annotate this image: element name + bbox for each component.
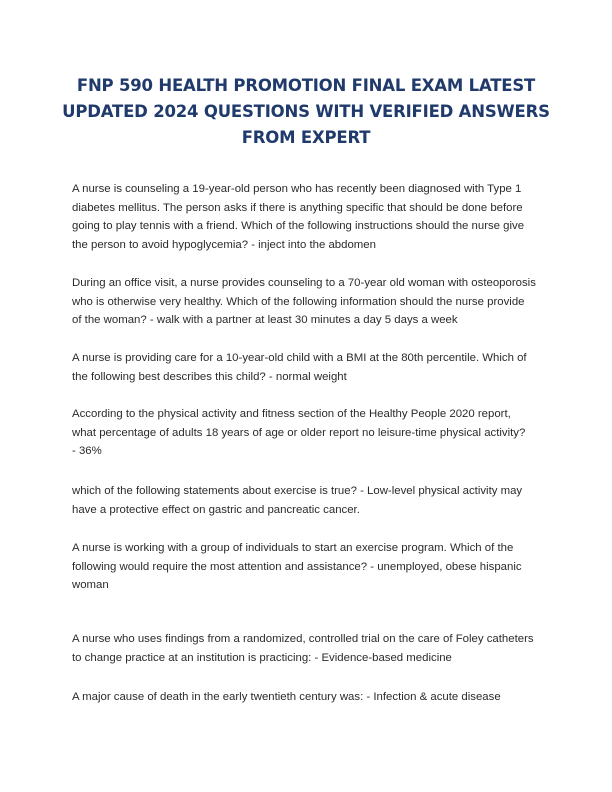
qa-item-4 — [72, 405, 542, 461]
qa-line: which of the following statements about exercise is true? - Low-level physical activity may — [72, 485, 523, 497]
qa-line: of the woman? - walk with a partner at least 30 minutes a day 5 days a week — [72, 314, 458, 327]
qa-line: who is otherwise very healthy. Which of the following information should the nurse provide — [72, 295, 525, 308]
qa-line: A nurse who uses findings from a randomized, controlled trial on the care of Foley catheters — [72, 633, 534, 645]
qa-line: going to play tennis with a friend. Which of the following instructions should the nurse give — [72, 220, 525, 233]
qa-line: have a protective effect on gastric and pancreatic cancer. — [72, 503, 360, 516]
qa-line: the person to avoid hypoglycemia? - inject into the abdomen — [72, 238, 376, 251]
qa-line: According to the physical activity and fitness section of the Healthy People 2020 report, — [72, 408, 511, 420]
qa-line: - 36% — [72, 445, 102, 458]
qa-line: A major cause of death in the early twentieth century was: - Infection & acute disease — [72, 691, 501, 703]
qa-item-5 — [72, 482, 542, 519]
qa-line: A nurse is providing care for a 10-year-old child with a BMI at the 80th percentile. Which of — [72, 352, 527, 364]
qa-line: to change practice at an institution is practicing: - Evidence-based medicine — [72, 651, 452, 664]
title-line: UPDATED 2024 QUESTIONS WITH VERIFIED ANSWERS — [62, 102, 550, 121]
qa-line: diabetes mellitus. The person asks if there is anything specific that should be done before — [72, 201, 523, 214]
qa-item-3 — [72, 349, 542, 386]
qa-item-8 — [72, 688, 542, 707]
qa-line: woman — [72, 579, 109, 592]
qa-line: A nurse is counseling a 19-year-old person who has recently been diagnosed with Type 1 — [72, 183, 522, 195]
title-line: FROM EXPERT — [241, 128, 371, 147]
qa-line: the following best describes this child? - normal weight — [72, 370, 347, 383]
qa-item-6 — [72, 539, 542, 595]
qa-line: what percentage of adults 18 years of age or older report no leisure-time physical activity? — [72, 426, 526, 439]
title-line: FNP 590 HEALTH PROMOTION FINAL EXAM LATEST — [76, 76, 536, 95]
qa-item-7 — [72, 630, 542, 667]
document-title — [60, 73, 552, 151]
qa-line: During an office visit, a nurse provides counseling to a 70-year old woman with osteoporosis — [72, 277, 536, 289]
qa-item-2 — [72, 274, 542, 330]
qa-item-1 — [72, 180, 542, 254]
qa-line: A nurse is working with a group of individuals to start an exercise program. Which of the — [72, 542, 514, 554]
qa-line: following would require the most attention and assistance? - unemployed, obese hispanic — [72, 560, 522, 573]
